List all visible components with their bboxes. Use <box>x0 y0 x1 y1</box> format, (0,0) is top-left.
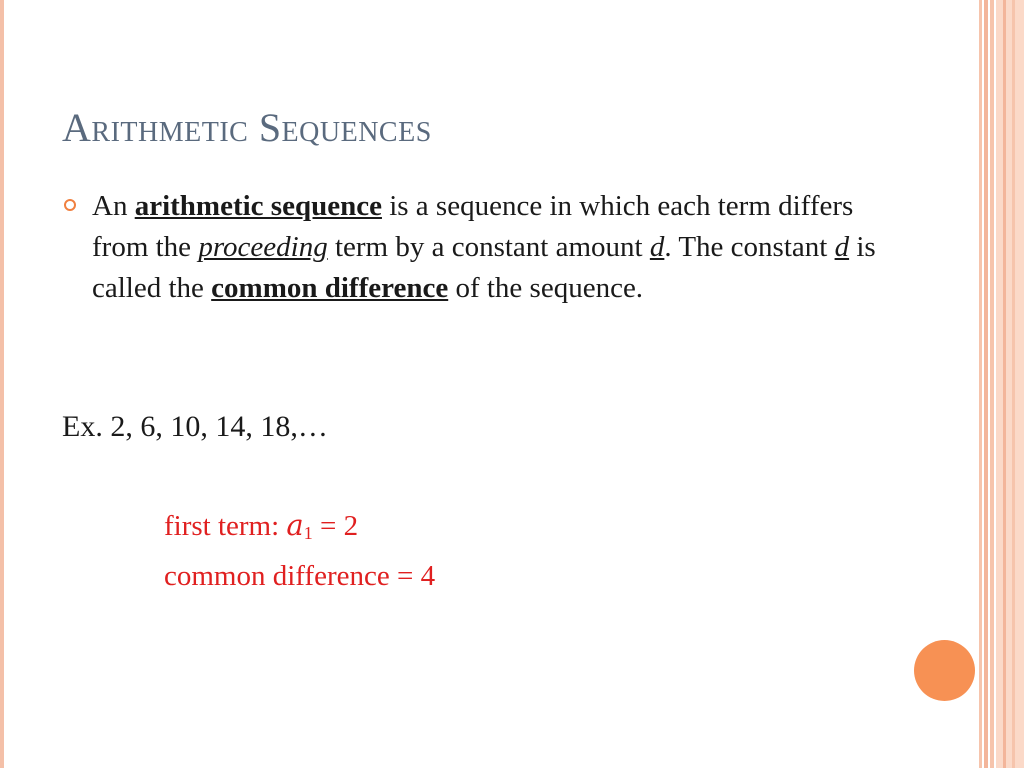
text-run: of the sequence. <box>448 272 644 304</box>
right-stripe-decoration <box>996 0 1024 768</box>
term-proceeding: proceeding <box>198 231 328 263</box>
variable-d: d <box>834 231 850 263</box>
slide-title: Arithmetic Sequences <box>62 105 432 150</box>
text-run: is called the <box>92 231 876 304</box>
right-stripe-decoration <box>1003 0 1006 768</box>
term-common-difference: common difference <box>211 272 449 304</box>
left-border-decoration <box>0 0 4 768</box>
text-run: . The constant <box>664 231 835 263</box>
first-term-variable: a <box>286 508 304 542</box>
variable-d: d <box>649 231 665 263</box>
bullet-circle-icon <box>64 199 76 211</box>
right-stripe-decoration <box>979 0 982 768</box>
term-arithmetic-sequence: arithmetic sequence <box>134 190 382 222</box>
orange-circle-decoration <box>914 640 975 701</box>
first-term-value: = 2 <box>312 510 359 542</box>
text-run: term by a constant amount <box>327 231 650 263</box>
text-run: An <box>92 190 135 222</box>
bullet-text <box>92 186 892 309</box>
first-term-label: first term: <box>164 510 287 542</box>
text-run: is a sequence in which each term differs from the <box>92 190 854 263</box>
first-term-subscript: 1 <box>303 523 313 543</box>
common-difference-line: common difference = 4 <box>164 560 436 592</box>
right-stripe-decoration <box>990 0 994 768</box>
right-stripe-decoration <box>1012 0 1015 768</box>
first-term-line <box>164 508 358 544</box>
right-stripe-decoration <box>984 0 988 768</box>
example-sequence: Ex. 2, 6, 10, 14, 18,… <box>62 410 328 443</box>
bullet-item <box>62 186 892 309</box>
